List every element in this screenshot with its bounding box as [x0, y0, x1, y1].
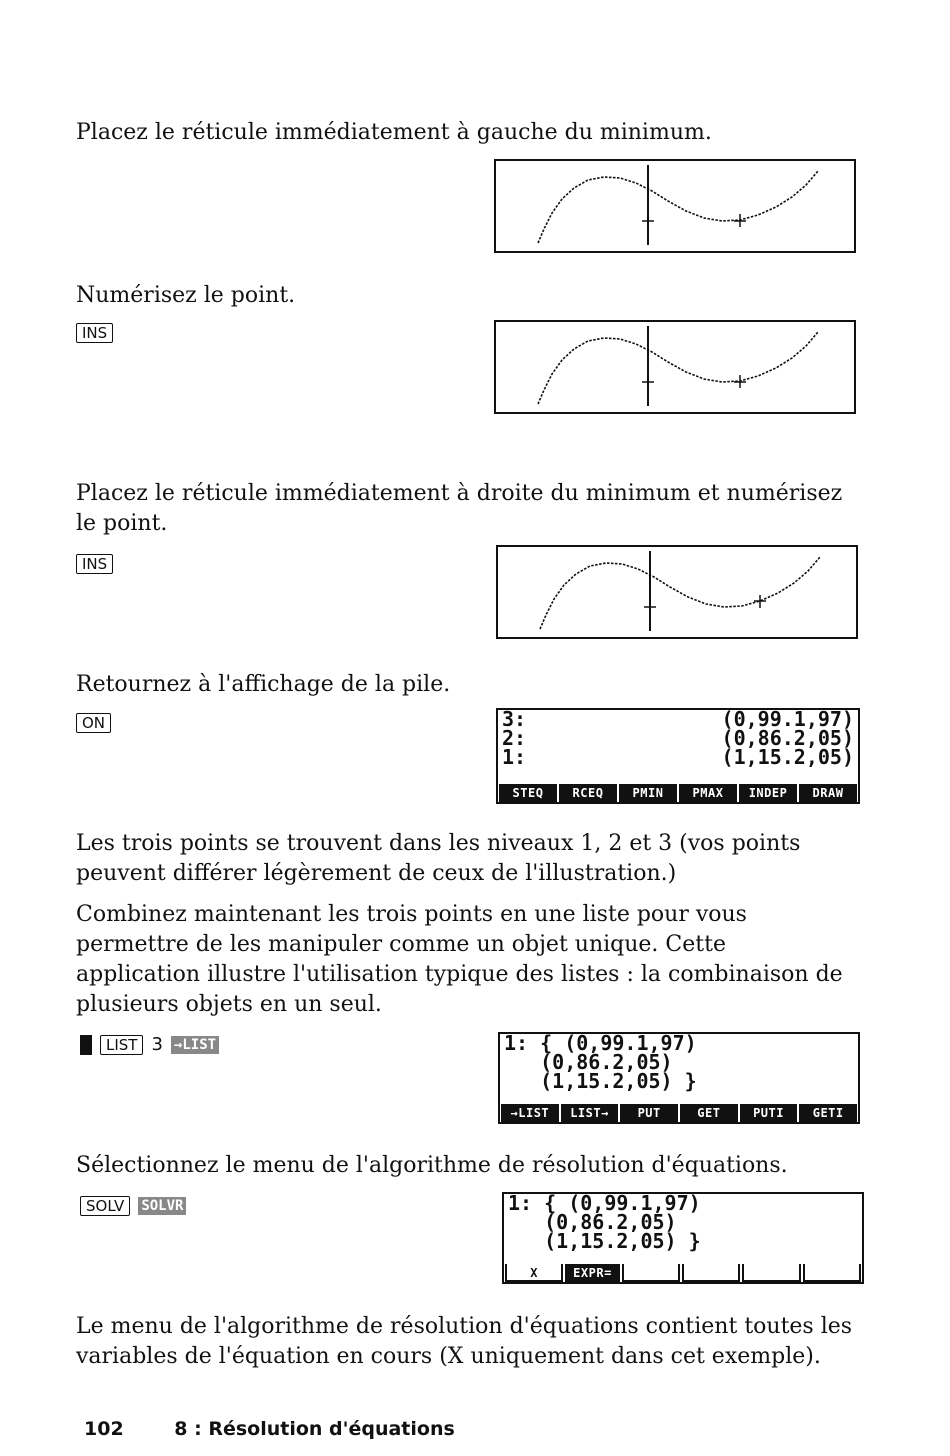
- list-key[interactable]: LIST: [100, 1035, 143, 1055]
- digit-key[interactable]: 3: [151, 1034, 163, 1055]
- stack-level-1: 1: (1,15.2,05): [502, 745, 854, 769]
- graph-screen-1: [494, 159, 856, 253]
- page-footer: [84, 1418, 455, 1440]
- menu-list-to[interactable]: LIST→: [561, 1104, 619, 1122]
- menu-steq[interactable]: STEQ: [499, 784, 557, 802]
- curve-plot-3: [498, 547, 856, 637]
- menu-rceq[interactable]: RCEQ: [559, 784, 617, 802]
- list-key-sequence: [80, 1034, 219, 1055]
- solver-line-3: (1,15.2,05) }: [508, 1229, 701, 1253]
- curve-plot-1: [496, 161, 854, 251]
- ins-key-2[interactable]: INS: [76, 554, 113, 574]
- paragraph-solver: Sélectionnez le menu de l'algorithme de résolution d'équations.: [76, 1153, 788, 1178]
- paragraph-variables: Le menu de l'algorithme de résolution d'équations contient toutes les variables de l'équation en cours (X uniquement dans cet exemple).: [76, 1314, 853, 1369]
- list-line-3: (1,15.2,05) }: [504, 1069, 697, 1093]
- plot-menu-bar: [498, 784, 858, 802]
- step-1-text: Placez le réticule immédiatement à gauche du minimum.: [76, 120, 712, 145]
- step-3-text: Placez le réticule immédiatement à droite du minimum et numérisez le point.: [76, 481, 843, 536]
- page-number: 102: [84, 1418, 124, 1440]
- menu-to-list[interactable]: →LIST: [501, 1104, 559, 1122]
- menu-draw[interactable]: DRAW: [799, 784, 857, 802]
- on-key[interactable]: ON: [76, 713, 111, 733]
- stack-level-2: 2: (0,86.2,05): [502, 726, 854, 750]
- menu-empty-6[interactable]: [803, 1264, 861, 1282]
- graph-screen-3: [496, 545, 858, 639]
- list-menu-bar: [500, 1104, 858, 1122]
- solver-line-2: (0,86.2,05): [508, 1210, 677, 1234]
- menu-empty-4[interactable]: [682, 1264, 740, 1282]
- menu-indep[interactable]: INDEP: [739, 784, 797, 802]
- shift-key[interactable]: [80, 1035, 92, 1055]
- menu-empty-3[interactable]: [622, 1264, 680, 1282]
- solver-menu-bar: [504, 1264, 862, 1282]
- menu-empty-5[interactable]: [742, 1264, 800, 1282]
- ins-key[interactable]: INS: [76, 323, 113, 343]
- list-line-2: (0,86.2,05): [504, 1050, 673, 1074]
- solv-key-sequence: [80, 1196, 186, 1216]
- menu-expr[interactable]: EXPR=: [565, 1264, 619, 1282]
- solver-screen: [502, 1192, 864, 1284]
- step-4-text: Retournez à l'affichage de la pile.: [76, 672, 451, 697]
- menu-pmax[interactable]: PMAX: [679, 784, 737, 802]
- solv-key[interactable]: SOLV: [80, 1196, 130, 1216]
- stack-screen: [496, 708, 860, 804]
- menu-puti[interactable]: PUTI: [740, 1104, 798, 1122]
- graph-screen-2: [494, 320, 856, 414]
- menu-put[interactable]: PUT: [620, 1104, 678, 1122]
- menu-x[interactable]: X: [505, 1264, 563, 1282]
- curve-plot-2: [496, 322, 854, 412]
- solver-line-1: 1: { (0,99.1,97): [508, 1191, 701, 1215]
- menu-geti[interactable]: GETI: [799, 1104, 857, 1122]
- menu-get[interactable]: GET: [680, 1104, 738, 1122]
- stack-level-3: 3: (0,99.1,97): [502, 707, 854, 731]
- to-list-softkey[interactable]: →LIST: [171, 1036, 219, 1054]
- step-2-text: Numérisez le point.: [76, 283, 296, 308]
- list-screen: [498, 1032, 860, 1124]
- paragraph-levels: Les trois points se trouvent dans les niveaux 1, 2 et 3 (vos points peuvent différer légèrement de ceux de l'illustration.): [76, 831, 801, 886]
- paragraph-combine: Combinez maintenant les trois points en une liste pour vous permettre de les manipuler comme un objet unique. Cette application illustre l'utilisation typique des listes : la combinaison de plusieurs objets en un seul.: [76, 902, 843, 1017]
- solvr-softkey[interactable]: SOLVR: [138, 1197, 186, 1215]
- list-line-1: 1: { (0,99.1,97): [504, 1031, 697, 1055]
- chapter-title: 8 : Résolution d'équations: [174, 1418, 455, 1440]
- menu-pmin[interactable]: PMIN: [619, 784, 677, 802]
